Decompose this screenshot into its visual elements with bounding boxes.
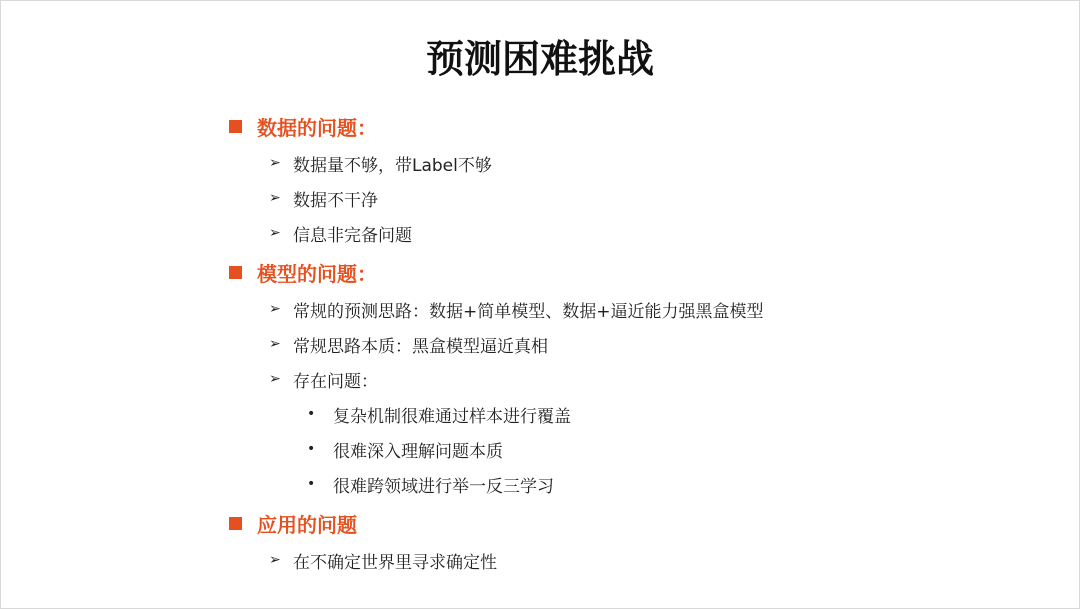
section-heading-data — [229, 111, 377, 141]
list-item-text: 数据不干净 — [293, 190, 378, 211]
list-item-text: 在不确定世界里寻求确定性 — [293, 552, 497, 573]
sub-list-item — [307, 436, 503, 462]
dot-bullet-icon: • — [307, 406, 316, 422]
dot-bullet-icon: • — [307, 476, 316, 492]
list-item — [269, 366, 378, 392]
list-item — [269, 150, 492, 176]
dot-bullet-icon: • — [307, 441, 316, 457]
arrow-bullet-icon: ➢ — [269, 552, 281, 568]
list-item-text: 数据量不够，带Label不够 — [293, 155, 492, 176]
list-item-text: 常规思路本质：黑盒模型逼近真相 — [293, 336, 548, 357]
sub-list-item-text: 很难跨领域进行举一反三学习 — [333, 476, 554, 497]
slide-title: 预测困难挑战 — [425, 37, 654, 81]
section-heading-application — [229, 508, 357, 538]
list-item — [269, 547, 497, 573]
list-item-text: 信息非完备问题 — [293, 225, 412, 246]
section-heading-text: 模型的问题： — [257, 261, 377, 286]
arrow-bullet-icon: ➢ — [269, 225, 281, 241]
list-item-text: 存在问题： — [293, 371, 378, 392]
list-item-text: 常规的预测思路：数据+简单模型、数据+逼近能力强黑盒模型 — [293, 301, 764, 322]
list-item — [269, 296, 764, 322]
sub-list-item — [307, 471, 554, 497]
arrow-bullet-icon: ➢ — [269, 371, 281, 387]
square-bullet-icon — [229, 120, 242, 133]
sub-list-item-text: 很难深入理解问题本质 — [333, 441, 503, 462]
arrow-bullet-icon: ➢ — [269, 155, 281, 171]
sub-list-item — [307, 401, 571, 427]
arrow-bullet-icon: ➢ — [269, 190, 281, 206]
list-item — [269, 220, 412, 246]
list-item — [269, 331, 548, 357]
section-heading-text: 应用的问题 — [257, 512, 357, 537]
section-heading-text: 数据的问题： — [257, 115, 377, 140]
arrow-bullet-icon: ➢ — [269, 336, 281, 352]
square-bullet-icon — [229, 266, 242, 279]
sub-list-item-text: 复杂机制很难通过样本进行覆盖 — [333, 406, 571, 427]
arrow-bullet-icon: ➢ — [269, 301, 281, 317]
list-item — [269, 185, 378, 211]
square-bullet-icon — [229, 517, 242, 530]
section-heading-model — [229, 257, 377, 287]
